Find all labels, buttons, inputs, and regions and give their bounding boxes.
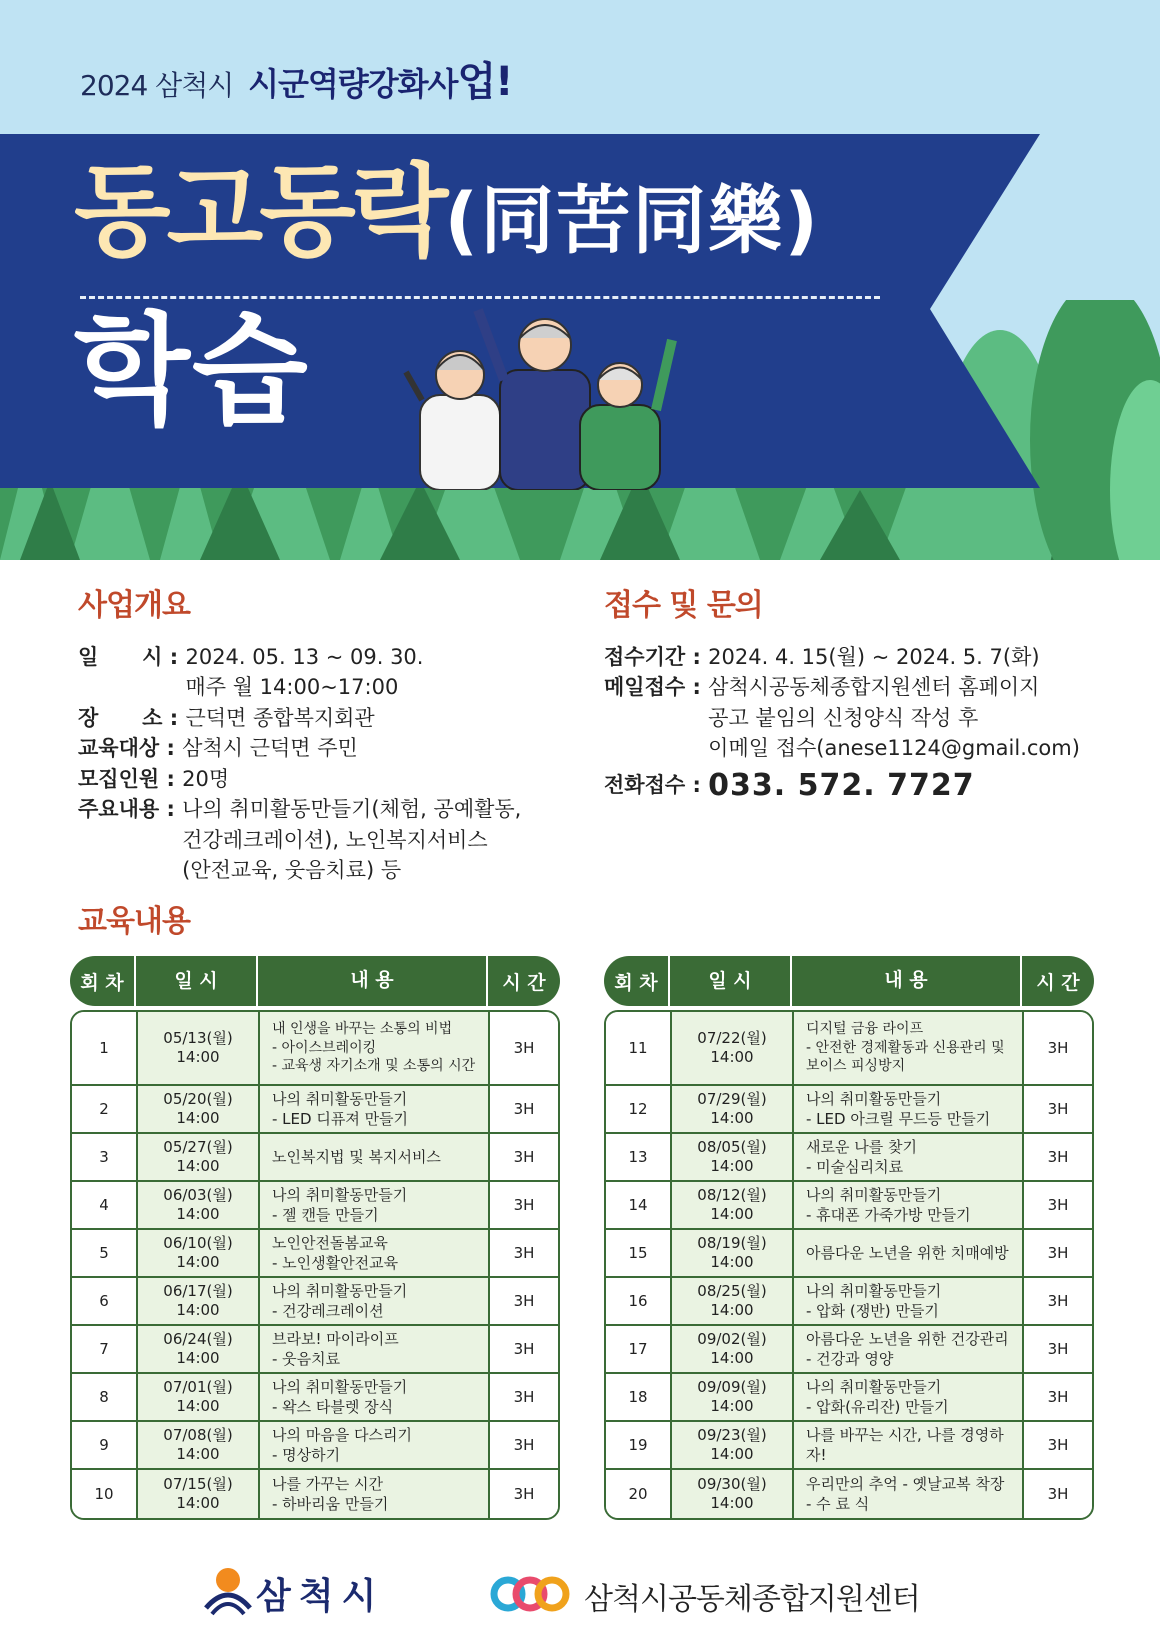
session-duration: 3H xyxy=(1024,1278,1092,1324)
session-content: 노인복지법 및 복지서비스 xyxy=(260,1134,490,1180)
table-row xyxy=(606,1086,1092,1134)
session-duration: 3H xyxy=(490,1422,558,1468)
session-number: 1 xyxy=(72,1012,138,1084)
session-number: 9 xyxy=(72,1422,138,1468)
table-header xyxy=(604,956,1094,1006)
col-date: 일 시 xyxy=(136,956,258,1006)
session-number: 7 xyxy=(72,1326,138,1372)
session-duration: 3H xyxy=(490,1230,558,1276)
session-number: 13 xyxy=(606,1134,672,1180)
session-duration: 3H xyxy=(490,1374,558,1420)
phone-number[interactable]: 033. 572. 7727 xyxy=(708,767,975,803)
session-date: 07/08(월) 14:00 xyxy=(138,1422,260,1468)
overview-capacity: 모집인원 : 20명 xyxy=(78,766,230,791)
session-content: 나의 취미활동만들기 - 압화(유리잔) 만들기 xyxy=(794,1374,1024,1420)
table-row xyxy=(72,1278,558,1326)
session-content: 나의 취미활동만들기 - 젤 캔들 만들기 xyxy=(260,1182,490,1228)
session-duration: 3H xyxy=(1024,1230,1092,1276)
session-duration: 3H xyxy=(1024,1012,1092,1084)
hero-banner xyxy=(0,0,1160,560)
session-number: 20 xyxy=(606,1470,672,1518)
session-date: 09/23(월) 14:00 xyxy=(672,1422,794,1468)
session-date: 08/05(월) 14:00 xyxy=(672,1134,794,1180)
table-row xyxy=(606,1470,1092,1518)
table-row xyxy=(72,1182,558,1230)
session-content: 디지털 금융 라이프 - 안전한 경제활동과 신용관리 및 보이스 피싱방지 xyxy=(794,1012,1024,1084)
schedule-table-right xyxy=(604,956,1094,1520)
main-title xyxy=(74,153,821,270)
session-number: 6 xyxy=(72,1278,138,1324)
session-content: 아름다운 노년을 위한 치매예방 xyxy=(794,1230,1024,1276)
center-name: 삼척시공동체종합지원센터 xyxy=(584,1582,920,1617)
session-content: 나의 취미활동만들기 - 압화 (쟁반) 만들기 xyxy=(794,1278,1024,1324)
session-date: 08/25(월) 14:00 xyxy=(672,1278,794,1324)
session-number: 16 xyxy=(606,1278,672,1324)
session-number: 2 xyxy=(72,1086,138,1132)
session-number: 18 xyxy=(606,1374,672,1420)
session-number: 15 xyxy=(606,1230,672,1276)
session-number: 11 xyxy=(606,1012,672,1084)
col-time: 시 간 xyxy=(1036,971,1080,994)
schedule-table-left xyxy=(70,956,560,1520)
contact-email: 메일접수 : 삼척시공동체종합지원센터 홈페이지 공고 붙임의 신청양식 작성 후 이메일 접수(anese1124@gmail.com) xyxy=(604,672,1124,763)
session-date: 06/10(월) 14:00 xyxy=(138,1230,260,1276)
session-number: 3 xyxy=(72,1134,138,1180)
session-content: 새로운 나를 찾기 - 미술심리치료 xyxy=(794,1134,1024,1180)
session-duration: 3H xyxy=(1024,1422,1092,1468)
session-number: 5 xyxy=(72,1230,138,1276)
program-title xyxy=(80,50,512,107)
session-number: 10 xyxy=(72,1470,138,1518)
overview-content: 주요내용 : 나의 취미활동만들기(체험, 공예활동, 건강레크레이션), 노인복지서비스 (안전교육, 웃음치료) 등 xyxy=(78,797,522,883)
session-number: 12 xyxy=(606,1086,672,1132)
session-date: 07/22(월) 14:00 xyxy=(672,1012,794,1084)
table-body xyxy=(604,1010,1094,1520)
seniors-illustration xyxy=(400,300,700,490)
table-row xyxy=(606,1326,1092,1374)
table-row xyxy=(72,1012,558,1086)
session-date: 07/29(월) 14:00 xyxy=(672,1086,794,1132)
session-duration: 3H xyxy=(1024,1182,1092,1228)
session-duration: 3H xyxy=(490,1278,558,1324)
overview-list xyxy=(78,642,538,886)
session-duration: 3H xyxy=(1024,1470,1092,1518)
title-hanja: (同苦同樂) xyxy=(444,178,821,264)
table-row xyxy=(606,1422,1092,1470)
session-content: 나의 취미활동만들기 - 왁스 타블렛 장식 xyxy=(260,1374,490,1420)
col-content: 내 용 xyxy=(258,956,488,1006)
table-row xyxy=(606,1278,1092,1326)
session-duration: 3H xyxy=(490,1182,558,1228)
session-date: 06/17(월) 14:00 xyxy=(138,1278,260,1324)
session-number: 4 xyxy=(72,1182,138,1228)
session-content: 브라보! 마이라이프 - 웃음치료 xyxy=(260,1326,490,1372)
contact-heading: 접수 및 문의 xyxy=(604,588,763,623)
session-number: 8 xyxy=(72,1374,138,1420)
session-content: 나의 취미활동만들기 - 휴대폰 가죽가방 만들기 xyxy=(794,1182,1024,1228)
table-row xyxy=(606,1374,1092,1422)
footer xyxy=(0,1560,1160,1630)
session-date: 05/27(월) 14:00 xyxy=(138,1134,260,1180)
session-content: 아름다운 노년을 위한 건강관리 - 건강과 영양 xyxy=(794,1326,1024,1372)
session-date: 06/24(월) 14:00 xyxy=(138,1326,260,1372)
session-duration: 3H xyxy=(1024,1086,1092,1132)
session-duration: 3H xyxy=(490,1134,558,1180)
col-time: 시 간 xyxy=(502,971,546,994)
session-content: 우리만의 추억 - 옛날교복 착장 - 수 료 식 xyxy=(794,1470,1024,1518)
session-date: 09/30(월) 14:00 xyxy=(672,1470,794,1518)
session-content: 나를 가꾸는 시간 - 하바리움 만들기 xyxy=(260,1470,490,1518)
center-logo-icon xyxy=(490,1572,570,1616)
col-no: 회 차 xyxy=(70,956,136,1006)
session-date: 09/09(월) 14:00 xyxy=(672,1374,794,1420)
session-duration: 3H xyxy=(1024,1326,1092,1372)
table-row xyxy=(606,1230,1092,1278)
program-name: 시군역량강화사업! xyxy=(248,59,513,105)
table-row xyxy=(606,1182,1092,1230)
table-row xyxy=(72,1422,558,1470)
session-content: 나의 취미활동만들기 - 건강레크레이션 xyxy=(260,1278,490,1324)
overview-place: 장 소 : 근덕면 종합복지회관 xyxy=(78,705,375,730)
overview-date: 일 시 : 2024. 05. 13 ~ 09. 30. 매주 월 14:00~17:00 xyxy=(78,645,424,700)
overview-heading: 사업개요 xyxy=(78,588,190,623)
subtitle: 학습 xyxy=(74,302,310,441)
table-row xyxy=(72,1086,558,1134)
contact-list xyxy=(604,642,1124,807)
title-korean: 동고동락 xyxy=(74,153,445,270)
table-row xyxy=(72,1230,558,1278)
session-date: 07/15(월) 14:00 xyxy=(138,1470,260,1518)
session-duration: 3H xyxy=(490,1470,558,1518)
session-date: 09/02(월) 14:00 xyxy=(672,1326,794,1372)
session-number: 19 xyxy=(606,1422,672,1468)
table-row xyxy=(72,1470,558,1518)
contact-phone: 전화접수 : 033. 572. 7727 xyxy=(604,764,1124,808)
contact-period: 접수기간 : 2024. 4. 15(월) ~ 2024. 5. 7(화) xyxy=(604,645,1040,669)
session-content: 나의 마음을 다스리기 - 명상하기 xyxy=(260,1422,490,1468)
session-number: 17 xyxy=(606,1326,672,1372)
table-row xyxy=(72,1134,558,1182)
session-date: 08/19(월) 14:00 xyxy=(672,1230,794,1276)
table-row xyxy=(606,1012,1092,1086)
session-content: 노인안전돌봄교육 - 노인생활안전교육 xyxy=(260,1230,490,1276)
table-row xyxy=(72,1326,558,1374)
table-body xyxy=(70,1010,560,1520)
table-row xyxy=(606,1134,1092,1182)
session-date: 06/03(월) 14:00 xyxy=(138,1182,260,1228)
session-date: 05/20(월) 14:00 xyxy=(138,1086,260,1132)
col-date: 일 시 xyxy=(670,956,792,1006)
samcheok-logo-icon xyxy=(202,1564,254,1616)
table-header xyxy=(70,956,560,1006)
session-date: 05/13(월) 14:00 xyxy=(138,1012,260,1084)
session-content: 나의 취미활동만들기 - LED 아크릴 무드등 만들기 xyxy=(794,1086,1024,1132)
city-logo-text: 삼척시 xyxy=(256,1576,385,1617)
session-content: 나를 바꾸는 시간, 나를 경영하자! xyxy=(794,1422,1024,1468)
education-heading: 교육내용 xyxy=(78,904,190,939)
session-duration: 3H xyxy=(490,1086,558,1132)
session-date: 08/12(월) 14:00 xyxy=(672,1182,794,1228)
year-city: 2024 삼척시 xyxy=(80,69,234,102)
col-no: 회 차 xyxy=(604,956,670,1006)
session-content: 내 인생을 바꾸는 소통의 비법 - 아이스브레이킹 - 교육생 자기소개 및 소통의 시간 xyxy=(260,1012,490,1084)
session-duration: 3H xyxy=(1024,1134,1092,1180)
table-row xyxy=(72,1374,558,1422)
session-duration: 3H xyxy=(1024,1374,1092,1420)
session-duration: 3H xyxy=(490,1326,558,1372)
email-info[interactable]: 삼척시공동체종합지원센터 홈페이지 공고 붙임의 신청양식 작성 후 이메일 접수(anese1124@gmail.com) xyxy=(708,675,1080,761)
overview-target: 교육대상 : 삼척시 근덕면 주민 xyxy=(78,736,358,761)
session-duration: 3H xyxy=(490,1012,558,1084)
title-divider xyxy=(80,296,880,299)
session-number: 14 xyxy=(606,1182,672,1228)
session-content: 나의 취미활동만들기 - LED 디퓨져 만들기 xyxy=(260,1086,490,1132)
session-date: 07/01(월) 14:00 xyxy=(138,1374,260,1420)
col-content: 내 용 xyxy=(792,956,1022,1006)
